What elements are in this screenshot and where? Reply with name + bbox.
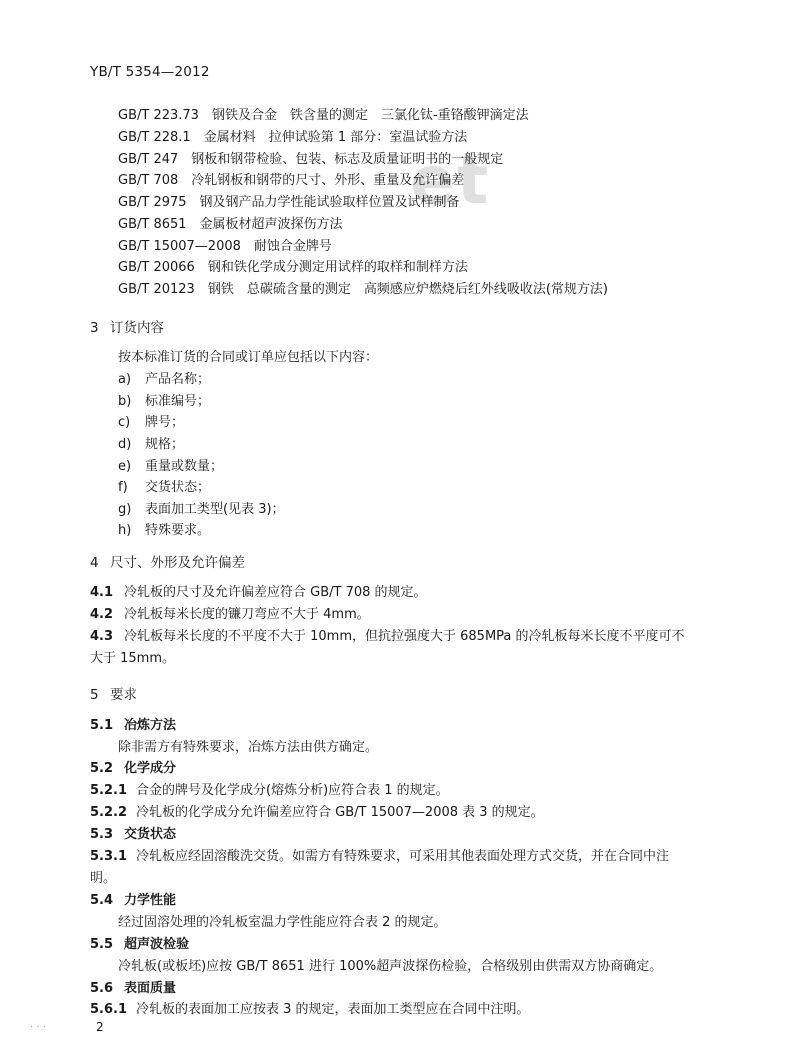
reference-code: GB/T 20066 (118, 260, 195, 275)
subclause-title: 交货状态 (124, 827, 177, 842)
clause (90, 625, 685, 644)
clause-text: 冷轧板(或板坯)应按 GB/T 8651 进行 100%超声波探伤检验，合格级别由供需双方协商确定。 (118, 959, 663, 974)
reference-title: 钢及钢产品力学性能试验取样位置及试样制备 (199, 195, 460, 210)
reference-code: GB/T 228.1 (118, 130, 191, 145)
clause-number: 5.2 (90, 761, 114, 776)
clause (90, 801, 544, 820)
clause-text: 冷轧板的化学成分允许偏差应符合 GB/T 15007—2008 表 3 的规定。 (136, 805, 544, 820)
list-item (118, 390, 210, 409)
page-number: 2 (96, 1020, 104, 1034)
clause-number: 4.3 (90, 629, 114, 644)
reference-title: 金属材料 拉伸试验第 1 部分：室温试验方法 (203, 130, 468, 145)
subclause-heading (90, 823, 176, 842)
document-header: YB/T 5354—2012 (90, 64, 210, 80)
section-title: 订货内容 (110, 320, 164, 336)
subclause-title: 化学成分 (124, 761, 177, 776)
list-label: h) (118, 523, 132, 538)
clause-number: 5.6.1 (90, 1002, 128, 1017)
clause-number: 5.6 (90, 981, 114, 996)
list-item (118, 519, 210, 538)
subclause-heading (90, 889, 176, 908)
section-heading (90, 316, 164, 336)
clause (90, 779, 449, 798)
reference-code: GB/T 2975 (118, 195, 187, 210)
list-label: f) (118, 480, 128, 495)
list-text: 表面加工类型(见表 3)； (145, 502, 285, 517)
list-text: 标准编号； (145, 394, 211, 409)
reference-title: 钢板和钢带检验、包装、标志及质量证明书的一般规定 (191, 152, 504, 167)
clause (90, 581, 427, 600)
subclause-title: 超声波检验 (124, 937, 190, 952)
clause-text: 合金的牌号及化学成分(熔炼分析)应符合表 1 的规定。 (136, 783, 449, 798)
section-number: 4 (90, 555, 99, 571)
list-item (118, 411, 184, 430)
section-number: 5 (90, 687, 99, 703)
list-text: 产品名称； (145, 372, 211, 387)
reference-title: 钢铁 总碳硫含量的测定 高频感应炉燃烧后红外线吸收法(常规方法) (207, 282, 608, 297)
clause-number: 5.3.1 (90, 849, 128, 864)
section-title: 尺寸、外形及允许偏差 (110, 555, 245, 571)
list-label: c) (118, 415, 131, 430)
subclause-heading (90, 933, 189, 952)
list-item (118, 476, 210, 495)
clause-number: 5.1 (90, 718, 114, 733)
list-label: e) (118, 459, 132, 474)
section-number: 3 (90, 320, 99, 336)
list-text: 交货状态； (145, 480, 211, 495)
list-label: a) (118, 372, 132, 387)
subclause-title: 冶炼方法 (124, 718, 177, 733)
section-intro: 按本标准订货的合同或订单应包括以下内容： (118, 350, 379, 365)
reference-code: GB/T 8651 (118, 217, 187, 232)
section-heading (90, 683, 137, 703)
list-item (118, 433, 184, 452)
clause-number: 5.4 (90, 893, 114, 908)
clause (90, 845, 669, 864)
clause-text: 经过固溶处理的冷轧板室温力学性能应符合表 2 的规定。 (118, 915, 447, 930)
clause-number: 5.3 (90, 827, 114, 842)
clause-number: 4.2 (90, 607, 114, 622)
clause (90, 998, 530, 1017)
clause-continuation: 大于 15mm。 (90, 651, 176, 666)
subclause-heading (90, 757, 176, 776)
watermark: et (410, 142, 491, 219)
list-text: 规格； (145, 437, 185, 452)
clause-text: 冷轧板每米长度的不平度不大于 10mm，但抗拉强度大于 685MPa 的冷轧板每米长度不平度可不 (124, 629, 685, 644)
clause-text: 冷轧板的尺寸及允许偏差应符合 GB/T 708 的规定。 (124, 585, 427, 600)
subclause-title: 表面质量 (124, 981, 177, 996)
reference-code: GB/T 708 (118, 173, 179, 188)
reference-title: 钢和铁化学成分测定用试样的取样和制样方法 (207, 260, 468, 275)
subclause-heading (90, 714, 176, 733)
reference-code: GB/T 20123 (118, 282, 195, 297)
section-heading (90, 551, 245, 571)
clause-text: 冷轧板每米长度的镰刀弯应不大于 4mm。 (124, 607, 370, 622)
list-item (118, 498, 285, 517)
list-label: d) (118, 437, 132, 452)
list-text: 重量或数量； (145, 459, 224, 474)
reference-item (118, 191, 460, 210)
subclause-title: 力学性能 (124, 893, 177, 908)
list-label: b) (118, 394, 132, 409)
reference-code: GB/T 223.73 (118, 108, 199, 123)
section-title: 要求 (110, 687, 137, 703)
reference-item (118, 148, 503, 167)
list-text: 牌号； (145, 415, 185, 430)
reference-item (118, 278, 608, 297)
clause (90, 603, 370, 622)
clause-number: 5.5 (90, 937, 114, 952)
clause-number: 5.2.2 (90, 805, 128, 820)
list-text: 特殊要求。 (145, 523, 211, 538)
clause-number: 4.1 (90, 585, 114, 600)
reference-code: GB/T 15007—2008 (118, 239, 241, 254)
clause-number: 5.2.1 (90, 783, 128, 798)
reference-title: 钢铁及合金 铁含量的测定 三氯化钛-重铬酸钾滴定法 (211, 108, 529, 123)
subclause-heading (90, 977, 176, 996)
list-item (118, 455, 223, 474)
scan-specks: · · · (30, 1022, 46, 1033)
reference-item (118, 256, 468, 275)
reference-item (118, 126, 467, 145)
clause-text: 冷轧板应经固溶酸洗交货。如需方有特殊要求，可采用其他表面处理方式交货，并在合同中注 (136, 849, 670, 864)
clause-text: 冷轧板的表面加工应按表 3 的规定，表面加工类型应在合同中注明。 (136, 1002, 530, 1017)
list-label: g) (118, 502, 132, 517)
reference-item (118, 235, 332, 254)
reference-title: 金属板材超声波探伤方法 (199, 217, 343, 232)
reference-item (118, 213, 343, 232)
reference-item (118, 169, 464, 188)
clause-text: 除非需方有特殊要求，冶炼方法由供方确定。 (118, 740, 379, 755)
clause-continuation: 明。 (90, 871, 117, 886)
reference-item (118, 104, 529, 123)
reference-code: GB/T 247 (118, 152, 179, 167)
reference-title: 冷轧钢板和钢带的尺寸、外形、重量及允许偏差 (191, 173, 465, 188)
reference-title: 耐蚀合金牌号 (253, 239, 332, 254)
list-item (118, 368, 210, 387)
